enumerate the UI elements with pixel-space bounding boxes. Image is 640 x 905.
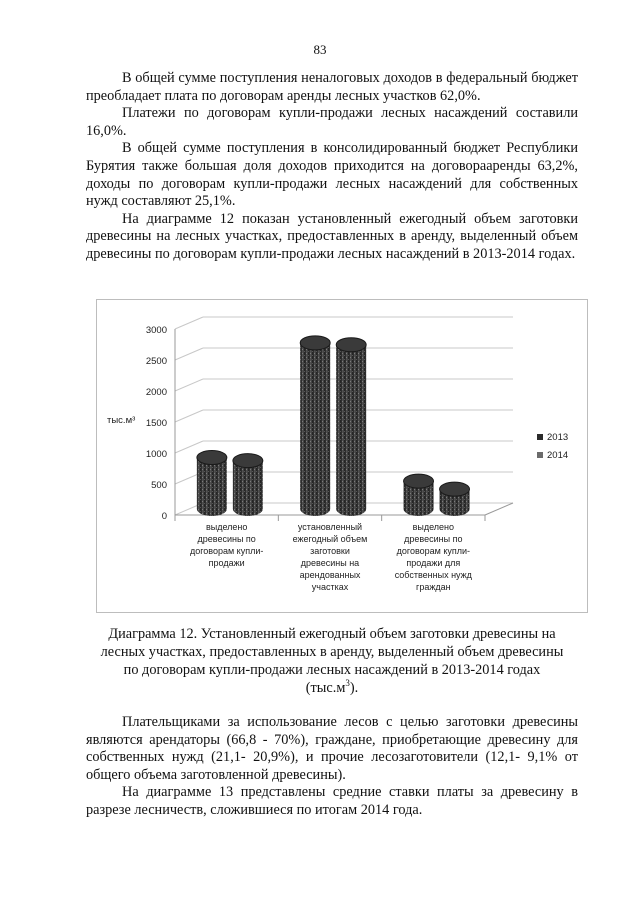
y-tick-label: 3000	[145, 325, 167, 336]
x-category-label: установленный	[297, 522, 363, 532]
x-category-label: продажи для	[406, 558, 461, 568]
gridline-diagonal	[175, 348, 203, 360]
x-category-label: заготовки	[310, 546, 350, 556]
y-tick-label: 2000	[145, 387, 167, 398]
paragraph: В общей сумме поступления неналоговых доходов в федеральный бюджет преобладает плата по договорам аренды лесных участков 62,0%.	[86, 70, 578, 104]
bar-2013-0	[197, 451, 227, 516]
gridline-diagonal	[175, 410, 203, 422]
bar-cap	[233, 454, 263, 468]
bar-cap	[197, 451, 227, 465]
y-tick-label: 1000	[145, 449, 167, 460]
body-text-top	[86, 70, 578, 264]
gridline-diagonal	[175, 379, 203, 391]
bar-cap	[336, 338, 366, 352]
caption-line: лесных участках, предоставленных в аренду, выделенный объем древесины	[100, 644, 564, 660]
gridline-diagonal	[175, 441, 203, 453]
y-tick-label: 1500	[145, 418, 167, 429]
caption-unit-suffix: ).	[349, 680, 359, 696]
x-category-label: граждан	[416, 582, 451, 592]
caption-unit-sup: 3	[345, 678, 350, 689]
legend-swatch	[537, 452, 543, 458]
bar-2014-0	[233, 454, 263, 516]
x-category-label: ежегодный объем	[292, 534, 368, 544]
x-category-label: договорам купли-	[396, 546, 471, 556]
legend-swatch	[537, 434, 543, 440]
x-category-label: участках	[311, 582, 349, 592]
y-axis-label: тыс.м³	[107, 415, 136, 426]
caption-line: Диаграмма 12. Установленный ежегодный объем заготовки древесины на	[108, 626, 556, 642]
x-category-label: выделено	[412, 522, 455, 532]
floor-edge	[485, 503, 513, 515]
x-category-label: продажи	[208, 558, 245, 568]
bar-body	[197, 458, 227, 516]
x-category-label: выделено	[205, 522, 248, 532]
y-tick-label: 500	[151, 480, 167, 491]
bar-2014-1	[336, 338, 366, 516]
page-number: 83	[313, 42, 327, 57]
x-category-label: древесины по	[404, 534, 463, 544]
bar-body	[233, 461, 263, 516]
bar-cap	[300, 336, 330, 350]
paragraph: Плательщиками за использование лесов с целью заготовки древесины являются арендаторы (66,8 - 70%), граждане, приобретающие древесину для собственных нужд (21,1- 20,9%), и прочие лесозаготовители (12,1- 9,1% от общего объема заготовленной древесины).	[86, 714, 578, 783]
caption-unit	[86, 679, 578, 697]
chart-frame	[96, 299, 588, 613]
caption-unit-prefix: (тыс.м	[305, 680, 346, 696]
bar-body	[300, 343, 330, 516]
x-category-label: собственных нужд	[394, 570, 472, 580]
legend-label: 2013	[547, 432, 569, 443]
paragraph: Платежи по договорам купли-продажи лесных насаждений составили 16,0%.	[86, 105, 578, 139]
bar-cap	[404, 474, 434, 488]
y-tick-label: 2500	[145, 356, 167, 367]
bar-body	[336, 345, 366, 516]
gridline-diagonal	[175, 317, 203, 329]
paragraph: В общей сумме поступления в консолидированный бюджет Республики Бурятия также большая доля доходов приходится на договорааренды 63,2%, доходы по договорам купли-продажи лесных насаждений для собственных нужд составляют 25,1%.	[86, 140, 578, 210]
paragraph: На диаграмме 12 показан установленный ежегодный объем заготовки древесины на лесных участках, предоставленных в аренду, выделенный объем древесины по договорам купли-продажи лесных насаждений в 2013-2014 годах.	[86, 210, 578, 262]
x-category-label: договорам купли-	[189, 546, 264, 556]
body-text-bottom	[86, 714, 578, 820]
x-category-label: древесины на	[300, 558, 360, 568]
bar-2013-1	[300, 336, 330, 516]
bar-cap	[440, 482, 470, 496]
paragraph: На диаграмме 13 представлены средние ставки платы за древесину в разрезе лесничеств, сложившиеся по итогам 2014 года.	[86, 784, 578, 818]
caption-line: по договорам купли-продажи лесных насаждений в 2013-2014 годах	[123, 662, 541, 678]
bar-2014-2	[440, 482, 470, 516]
bar-2013-2	[404, 474, 434, 516]
y-tick-label: 0	[161, 511, 167, 522]
x-category-label: древесины по	[197, 534, 256, 544]
chart-caption	[86, 625, 578, 697]
legend-label: 2014	[547, 450, 569, 461]
x-category-label: арендованных	[299, 570, 361, 580]
bar-chart	[97, 300, 587, 612]
